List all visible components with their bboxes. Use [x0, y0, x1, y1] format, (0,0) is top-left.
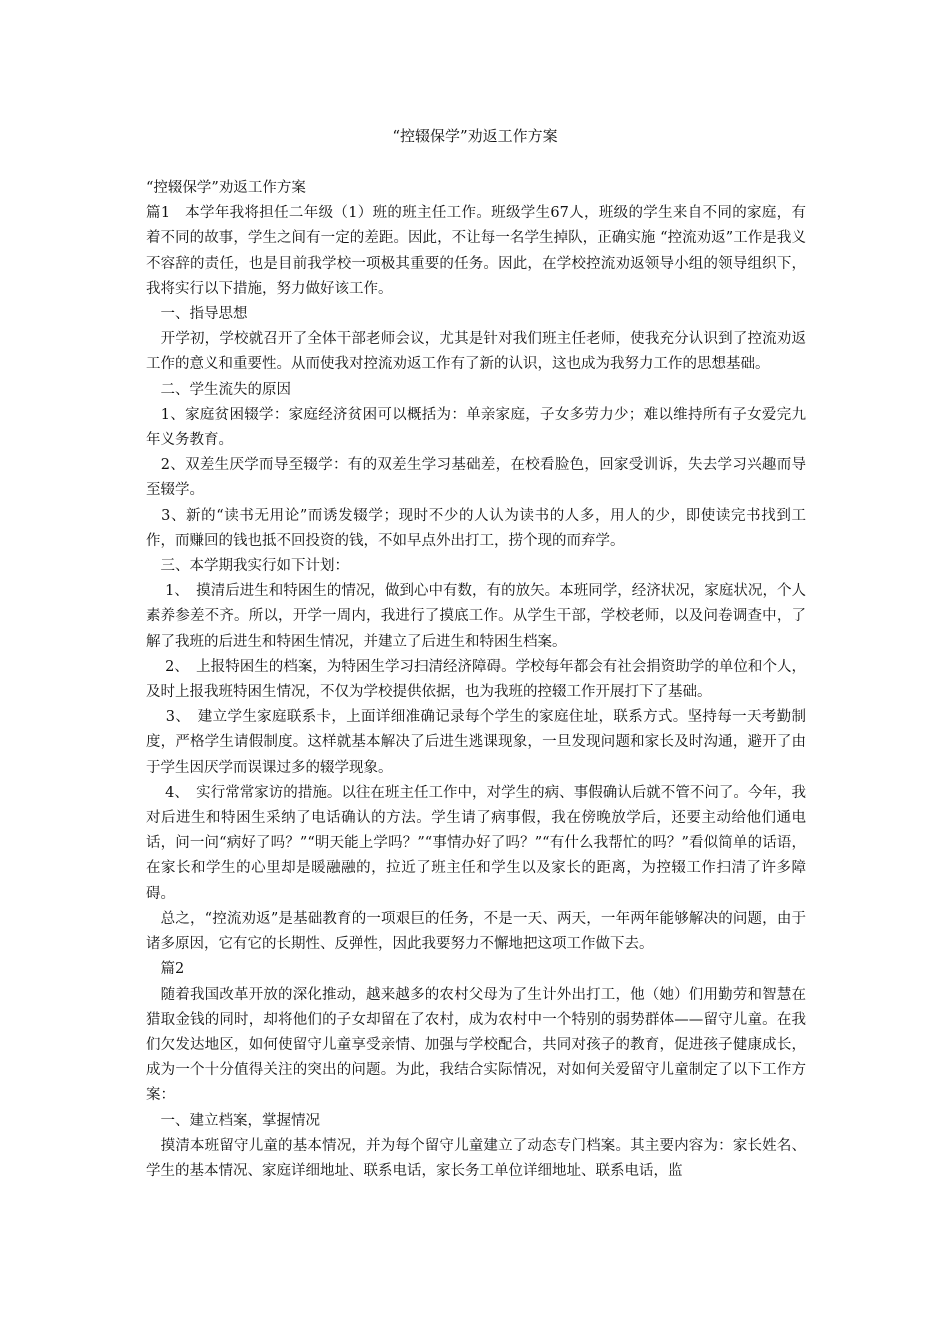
section-heading: 三、本学期我实行如下计划： [146, 558, 349, 575]
document-body [146, 176, 806, 1184]
paragraph: “控辍保学”劝返工作方案 [146, 180, 306, 196]
paragraph: 1、 摸清后进生和特困生的情况，做到心中有数，有的放矢。本班同学，经济状况，家庭状况，个人素养参差不齐。所以，开学一周内，我进行了摸底工作。从学生干部，学校老师，以及问卷调查中，了解了我班的后进生和特困生情况，并建立了后进生和特困生档案。 [146, 583, 806, 650]
paragraph: 2、 上报特困生的档案，为特困生学习扫清经济障碍。学校每年都会有社会捐资助学的单位和个人，及时上报我班特困生情况，不仅为学校提供依据，也为我班的控辍工作开展打下了基础。 [146, 658, 806, 701]
paragraph: 2、双差生厌学而导至辍学：有的双差生学习基础差，在校看脸色，回家受训诉，失去学习兴趣而导至辍学。 [146, 457, 806, 499]
paragraph: 摸清本班留守儿童的基本情况，并为每个留守儿童建立了动态专门档案。其主要内容为：家长姓名、学生的基本情况、家庭详细地址、联系电话，家长务工单位详细地址、联系电话，监 [146, 1137, 806, 1179]
paragraph: 随着我国改革开放的深化推动，越来越多的农村父母为了生计外出打工，他（她）们用勤劳和智慧在猎取金钱的同时，却将他们的子女却留在了农村，成为农村中一个特别的弱势群体——留守儿童。在我们欠发达地区，如何使留守儿童享受亲情、加强与学校配合，共同对孩子的教育，促进孩子健康成长，成为一个十分值得关注的突出的问题。为此，我结合实际情况，对如何关爱留守儿童制定了以下工作方案： [146, 986, 806, 1104]
section-heading: 二、学生流失的原因 [146, 381, 291, 398]
paragraph: 总之，“控流劝返”是基础教育的一项艰巨的任务，不是一天、两天，一年两年能够解决的问题，由于诸多原因，它有它的长期性、反弹性，因此我要努力不懈地把这项工作做下去。 [146, 910, 806, 953]
paragraph: 3、 建立学生家庭联系卡，上面详细准确记录每个学生的家庭住址，联系方式。坚持每一天考勤制度，严格学生请假制度。这样就基本解决了后进生逃课现象，一旦发现问题和家长及时沟通，避开了由于学生因厌学而误课过多的辍学现象。 [146, 709, 806, 776]
paragraph: 开学初，学校就召开了全体干部老师会议，尤其是针对我们班主任老师，使我充分认识到了控流劝返工作的意义和重要性。从而使我对控流劝返工作有了新的认识，这也成为我努力工作的思想基础。 [146, 331, 806, 373]
paragraph: 1、家庭贫困辍学：家庭经济贫困可以概括为：单亲家庭，子女多劳力少；难以维持所有子女爱完九年义务教育。 [146, 406, 806, 449]
paragraph: 3、新的“读书无用论”而诱发辍学；现时不少的人认为读书的人多，用人的少，即使读完书找到工作，而赚回的钱也抵不回投资的钱，不如早点外出打工，捞个现的而弃学。 [146, 507, 806, 549]
paragraph: 篇1 本学年我将担任二年级（1）班的班主任工作。班级学生67人，班级的学生来自不同的家庭，有着不同的故事，学生之间有一定的差距。因此，不让每一名学生掉队，正确实施 “控流劝返”工作是我义不容辞的责任，也是目前我学校一项极其重要的任务。因此，在学校控流劝返领导小组的领导组织下，我将实行以下措施，努力做好该工作。 [146, 205, 806, 297]
paragraph: 4、 实行常常家访的措施。以往在班主任工作中，对学生的病、事假确认后就不管不问了。今年，我对后进生和特困生采纳了电话确认的方法。学生请了病事假，我在傍晚放学后，还要主动给他们通电话，问一问“病好了吗？”“明天能上学吗？”“事情办好了吗？”“有什么我帮忙的吗？”看似简单的话语，在家长和学生的心里却是暖融融的，拉近了班主任和学生以及家长的距离，为控辍工作扫清了许多障碍。 [146, 784, 806, 902]
section-heading: 一、指导思想 [146, 306, 248, 323]
section-heading: 一、建立档案，掌握情况 [146, 1112, 320, 1129]
section-heading: 篇2 [146, 961, 185, 978]
document-title: “控辍保学”劝返工作方案 [392, 127, 558, 145]
